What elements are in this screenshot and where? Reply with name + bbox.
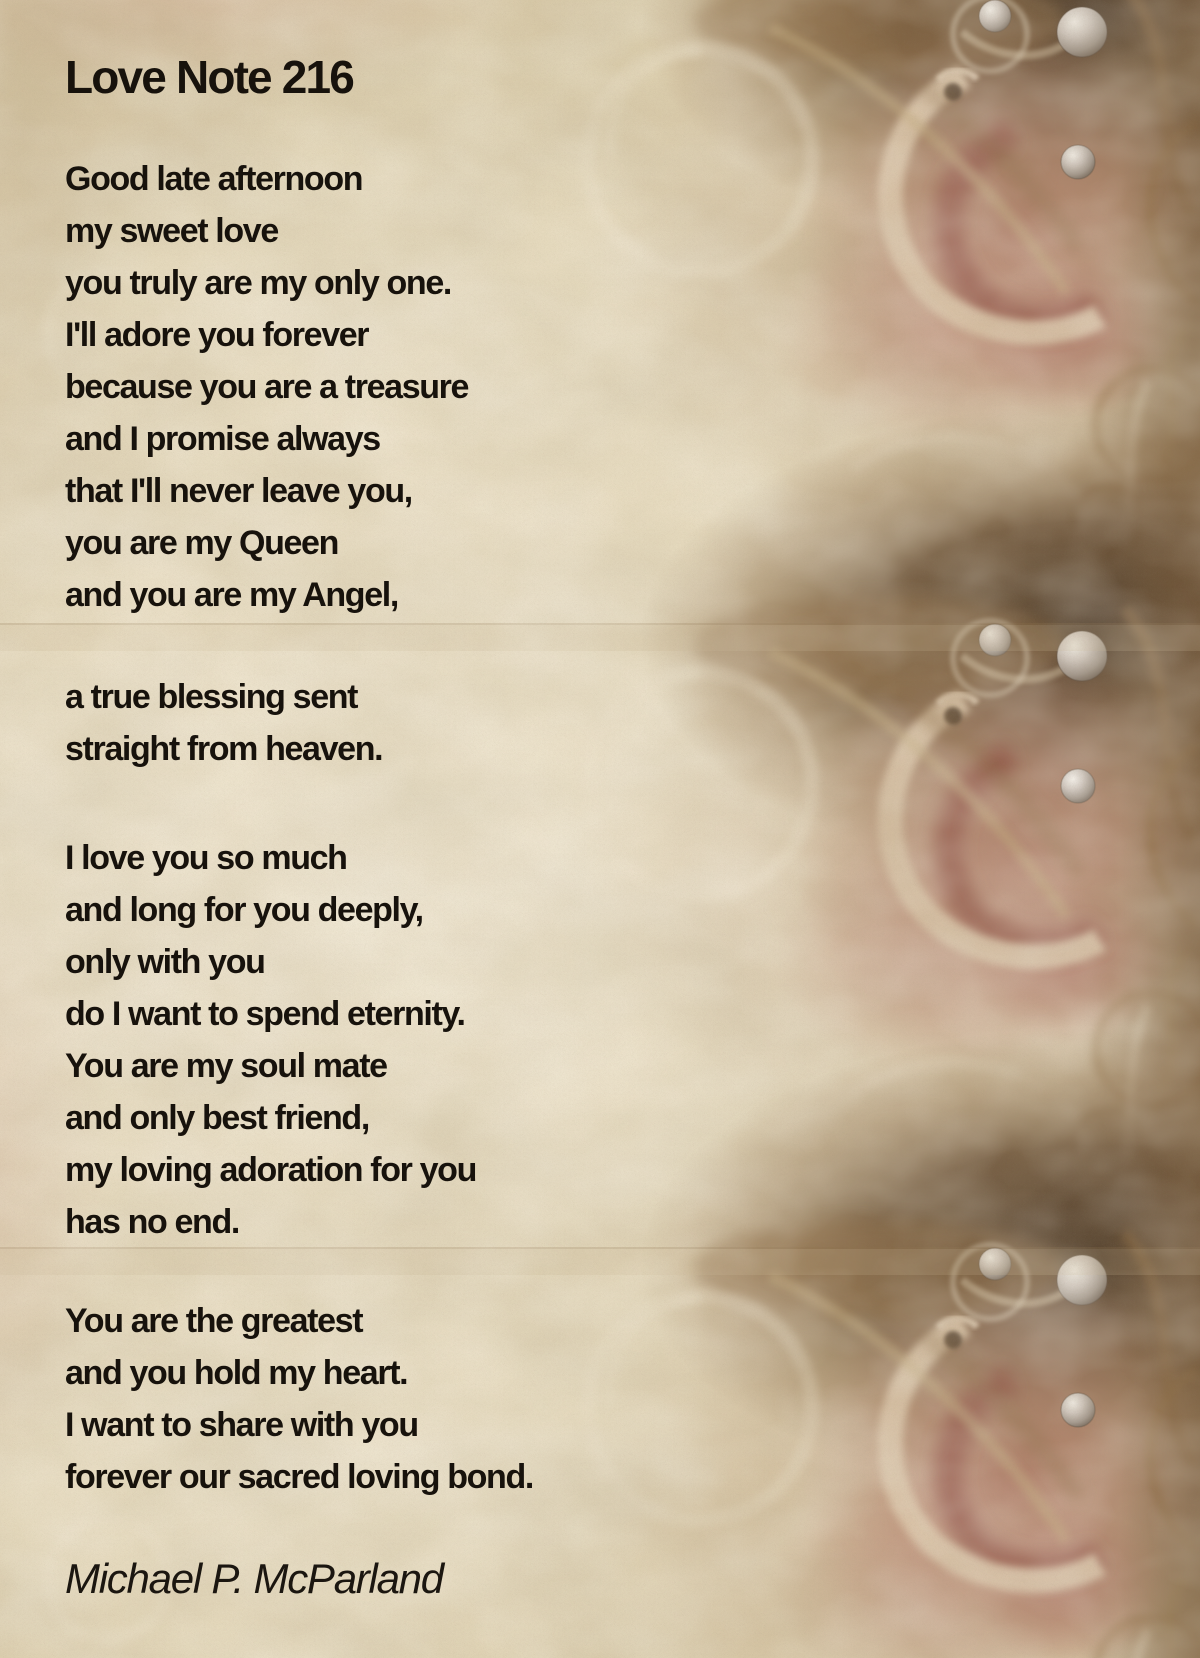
- poem-line: I want to share with you: [65, 1406, 418, 1444]
- poem-line: forever our sacred loving bond.: [65, 1458, 533, 1496]
- author-signature: Michael P. McParland: [65, 1555, 443, 1602]
- poem-line: my sweet love: [65, 212, 278, 250]
- poem-line: and long for you deeply,: [65, 891, 423, 929]
- poem-line: and you hold my heart.: [65, 1354, 408, 1392]
- poem-line: You are my soul mate: [65, 1047, 387, 1085]
- poem-line: You are the greatest: [65, 1302, 363, 1340]
- poem-line: only with you: [65, 943, 265, 981]
- poem-line: you are my Queen: [65, 524, 339, 562]
- poem-line: has no end.: [65, 1203, 239, 1241]
- poem-line: and only best friend,: [65, 1099, 369, 1137]
- poem-line: because you are a treasure: [65, 368, 469, 406]
- poem-line: and I promise always: [65, 420, 380, 458]
- poem-line: Good late afternoon: [65, 160, 363, 198]
- poem-line: I'll adore you forever: [65, 316, 369, 354]
- poem-line: my loving adoration for you: [65, 1151, 476, 1189]
- poem-line: a true blessing sent: [65, 678, 358, 716]
- poem-line: and you are my Angel,: [65, 576, 398, 614]
- poem-line: I love you so much: [65, 839, 347, 877]
- poem-line: you truly are my only one.: [65, 264, 451, 302]
- poem-line: that I'll never leave you,: [65, 472, 412, 510]
- stanza-2: [65, 671, 382, 775]
- poem-line: straight from heaven.: [65, 730, 383, 768]
- stanza-4: [65, 1295, 533, 1503]
- page-title: Love Note 216: [65, 51, 353, 103]
- poem-line: do I want to spend eternity.: [65, 995, 465, 1033]
- stanza-1: [65, 153, 468, 621]
- stanza-3: [65, 832, 476, 1248]
